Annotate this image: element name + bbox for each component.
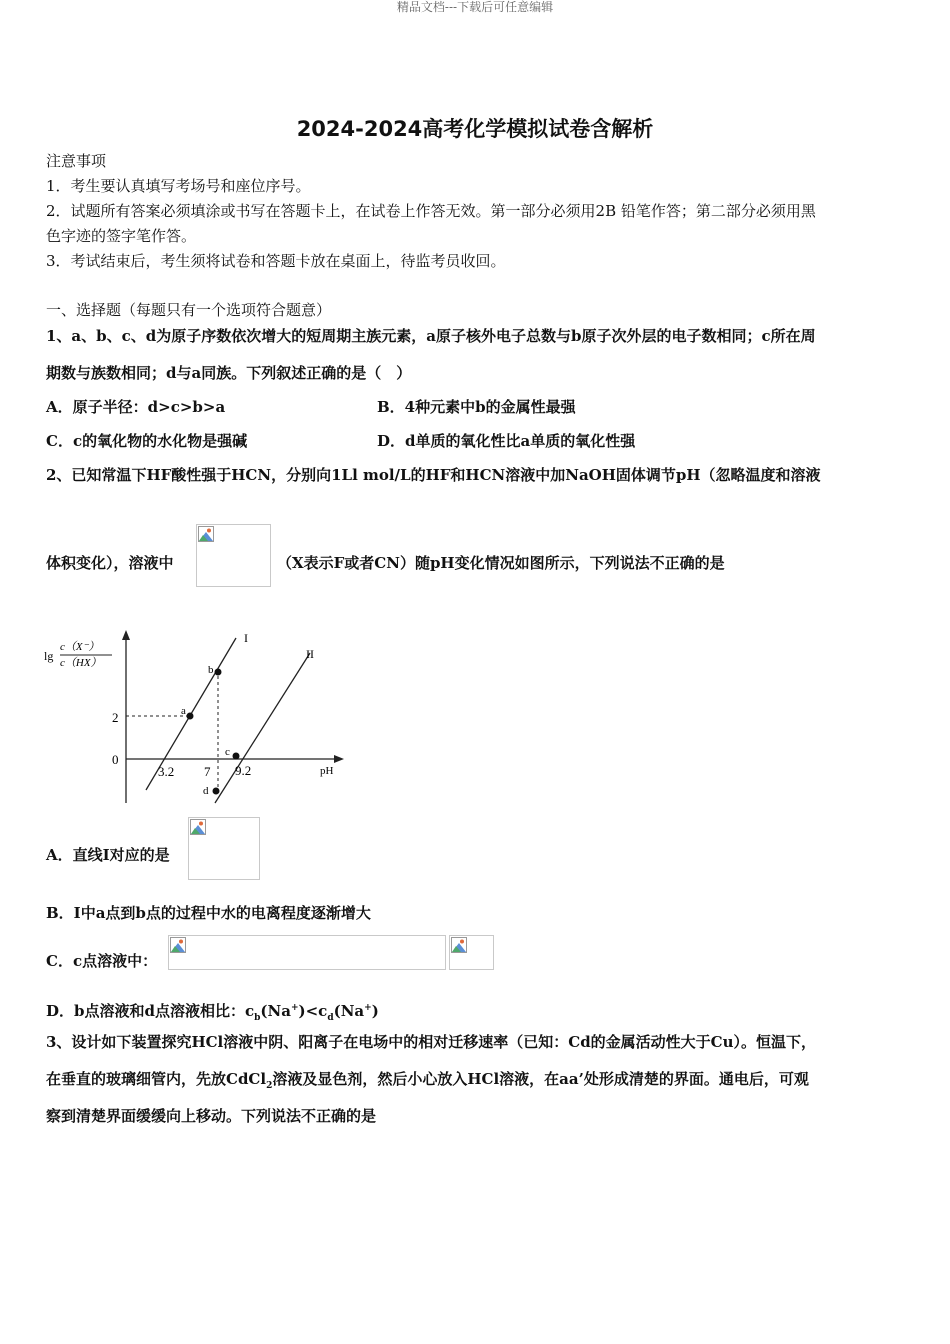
- option-c-image-placeholder-1: [168, 935, 446, 970]
- q1-option-d: D．d单质的氧化性比a单质的氧化性强: [377, 432, 636, 450]
- q1-line2: 期数与族数相同；d与a同族。下列叙述正确的是（ ）: [46, 364, 412, 382]
- page-title: 2024-2024高考化学模拟试卷含解析: [296, 117, 654, 141]
- x-tick-9-2: 9.2: [235, 763, 252, 778]
- y-tick-2: 2: [112, 710, 119, 725]
- point-d-label: d: [203, 785, 209, 797]
- x-axis-arrow: [334, 755, 344, 763]
- x-tick-7: 7: [204, 764, 211, 779]
- ph-graph: [40, 628, 360, 808]
- q3-line1: 3、设计如下装置探究HCl溶液中阴、阳离子在电场中的相对迁移速率（已知：Cd的金属活动性大于Cu）。恒温下，: [46, 1033, 817, 1051]
- point-b: [215, 669, 222, 676]
- point-c-label: c: [225, 746, 230, 758]
- point-b-label: b: [208, 664, 214, 676]
- point-c: [233, 753, 240, 760]
- y-axis-label: [44, 640, 112, 669]
- series-label-I: I: [244, 631, 248, 645]
- notice-item-2: 2．试题所有答案必须填涂或书写在答题卡上，在试卷上作答无效。第一部分必须用2B 铅笔作答；第二部分必须用黑: [46, 202, 816, 220]
- q2-option-a: A．直线I对应的是: [46, 846, 170, 864]
- notice-item-3: 3．考试结束后，考生须将试卷和答题卡放在桌面上，待监考员收回。: [46, 252, 506, 270]
- formula-image-placeholder: [196, 524, 271, 587]
- series-label-II: II: [306, 647, 314, 661]
- broken-image-icon: [451, 937, 467, 953]
- broken-image-icon: [170, 937, 186, 953]
- point-d: [213, 788, 220, 795]
- notice-item-1: 1．考生要认真填写考场号和座位序号。: [46, 177, 311, 195]
- x-tick-3-2: 3.2: [158, 764, 175, 779]
- notice-item-2-cont: 色字迹的签字笔作答。: [46, 227, 197, 245]
- x-axis-label: pH: [320, 765, 334, 777]
- series-line-II: [215, 653, 310, 803]
- q2-option-c: C．c点溶液中：: [46, 952, 158, 970]
- broken-image-icon: [190, 819, 206, 835]
- y-label-lg: lg: [44, 649, 54, 663]
- y-label-numerator: c（X⁻）: [60, 641, 100, 653]
- q2-line1: 2、已知常温下HF酸性强于HCN，分别向1Ll mol/L的HF和HCN溶液中加NaOH固体调节pH（忽略温度和溶液: [46, 466, 821, 484]
- section-heading: 一、选择题（每题只有一个选项符合题意）: [46, 301, 332, 319]
- point-a-label: a: [181, 705, 186, 717]
- y-tick-0: 0: [112, 752, 119, 767]
- option-c-image-placeholder-2: [449, 935, 494, 970]
- notice-heading: 注意事项: [46, 152, 107, 170]
- q2-option-b: B．I中a点到b点的过程中水的电离程度逐渐增大: [46, 904, 371, 922]
- y-axis-arrow: [122, 630, 130, 640]
- q1-line1: 1、a、b、c、d为原子序数依次增大的短周期主族元素，a原子核外电子总数与b原子次外层的电子数相同；c所在周: [46, 327, 816, 345]
- q2-option-d: D．b点溶液和d点溶液相比：$c_b(Na^+)<c_d(Na^+)$: [46, 1002, 379, 1023]
- broken-image-icon: [198, 526, 214, 542]
- q1-option-a: A．原子半径：d>c>b>a: [46, 398, 226, 416]
- y-label-denominator: c（HX）: [60, 657, 102, 669]
- q2-line2b: （X表示F或者CN）随pH变化情况如图所示，下列说法不正确的是: [277, 554, 725, 572]
- q1-option-b: B．4种元素中b的金属性最强: [377, 398, 576, 416]
- point-a: [187, 713, 194, 720]
- option-a-image-placeholder: [188, 817, 260, 880]
- q2-line2a: 体积变化），溶液中: [46, 554, 174, 572]
- header-watermark: 精品文档---下载后可任意编辑: [396, 0, 554, 14]
- q3-line2: 在垂直的玻璃细管内，先放CdCl$_2$溶液及显色剂，然后小心放入HCl溶液，在aa’处形成清楚的界面。通电后，可观: [46, 1070, 809, 1091]
- q1-option-c: C．c的氧化物的水化物是强碱: [46, 432, 248, 450]
- q3-line3: 察到清楚界面缓缓向上移动。下列说法不正确的是: [46, 1107, 377, 1125]
